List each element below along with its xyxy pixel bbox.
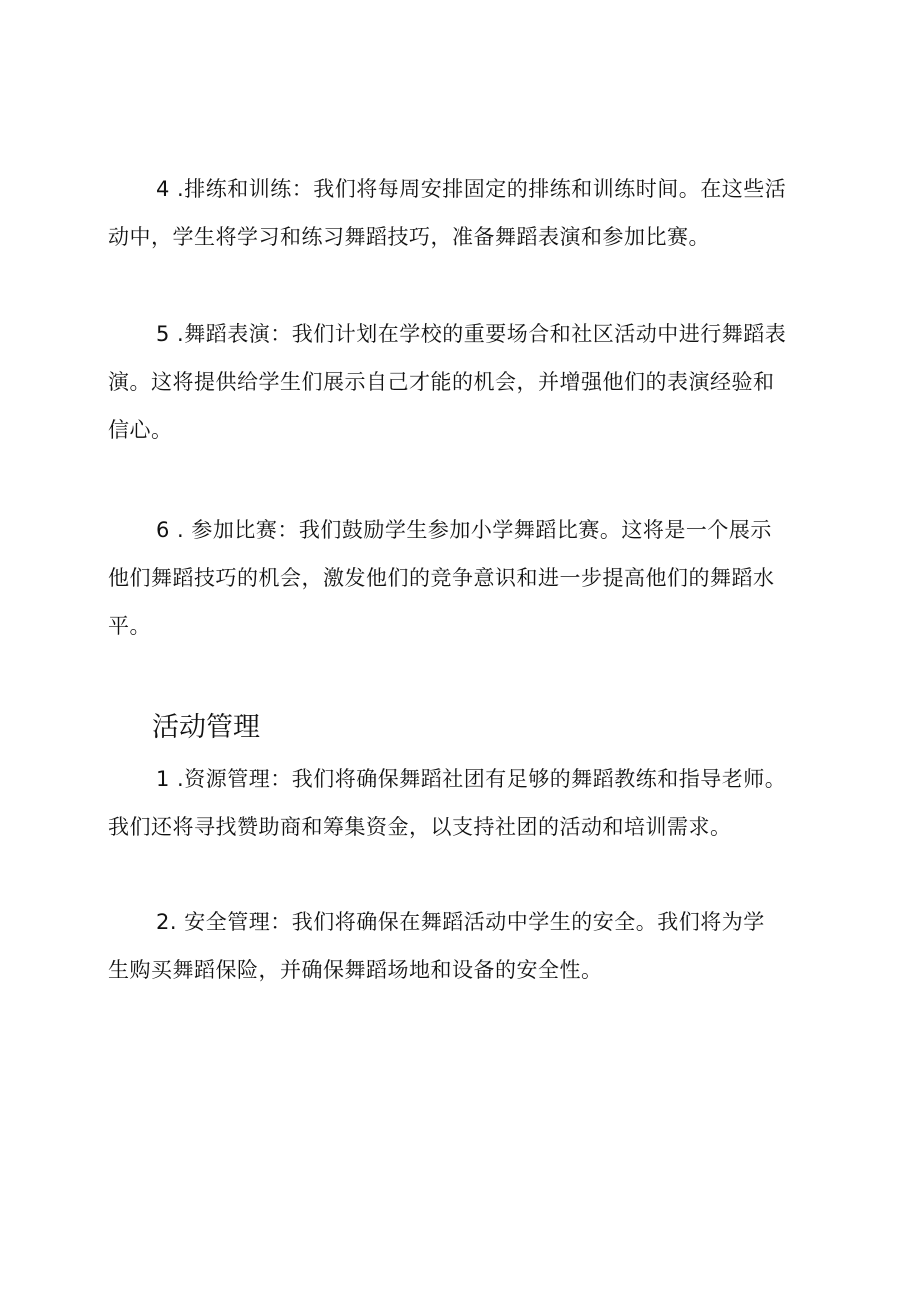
paragraph-line: 生购买舞蹈保险，并确保舞蹈场地和设备的安全性。 (108, 958, 603, 982)
plan-item-competition (108, 506, 824, 650)
section-heading: 活动管理 (152, 712, 260, 743)
paragraph-line: 演。这将提供给学生们展示自己才能的机会，并增强他们的表演经验和 (108, 370, 775, 394)
paragraph-line: 信心。 (108, 418, 173, 442)
paragraph-line: 5 .舞蹈表演：我们计划在学校的重要场合和社区活动中进行舞蹈表 (156, 322, 787, 346)
paragraph-line: 我们还将寻找赞助商和筹集资金，以支持社团的活动和培训需求。 (108, 815, 732, 839)
paragraph-line: 他们舞蹈技巧的机会，激发他们的竞争意识和进一步提高他们的舞蹈水 (108, 566, 775, 590)
management-item-safety (108, 898, 824, 994)
management-item-resources (108, 755, 824, 851)
plan-item-rehearsal (108, 165, 824, 261)
paragraph-line: 4 .排练和训练：我们将每周安排固定的排练和训练时间。在这些活 (156, 177, 787, 201)
paragraph-line: 1 .资源管理：我们将确保舞蹈社团有足够的舞蹈教练和指导老师。 (156, 767, 787, 791)
paragraph-line: 6 . 参加比赛：我们鼓励学生参加小学舞蹈比赛。这将是一个展示 (156, 518, 772, 542)
paragraph-line: 2. 安全管理：我们将确保在舞蹈活动中学生的安全。我们将为学 (156, 910, 765, 934)
paragraph-line: 动中，学生将学习和练习舞蹈技巧，准备舞蹈表演和参加比赛。 (108, 225, 710, 249)
plan-item-performance (108, 310, 824, 454)
paragraph-line: 平。 (108, 614, 151, 638)
